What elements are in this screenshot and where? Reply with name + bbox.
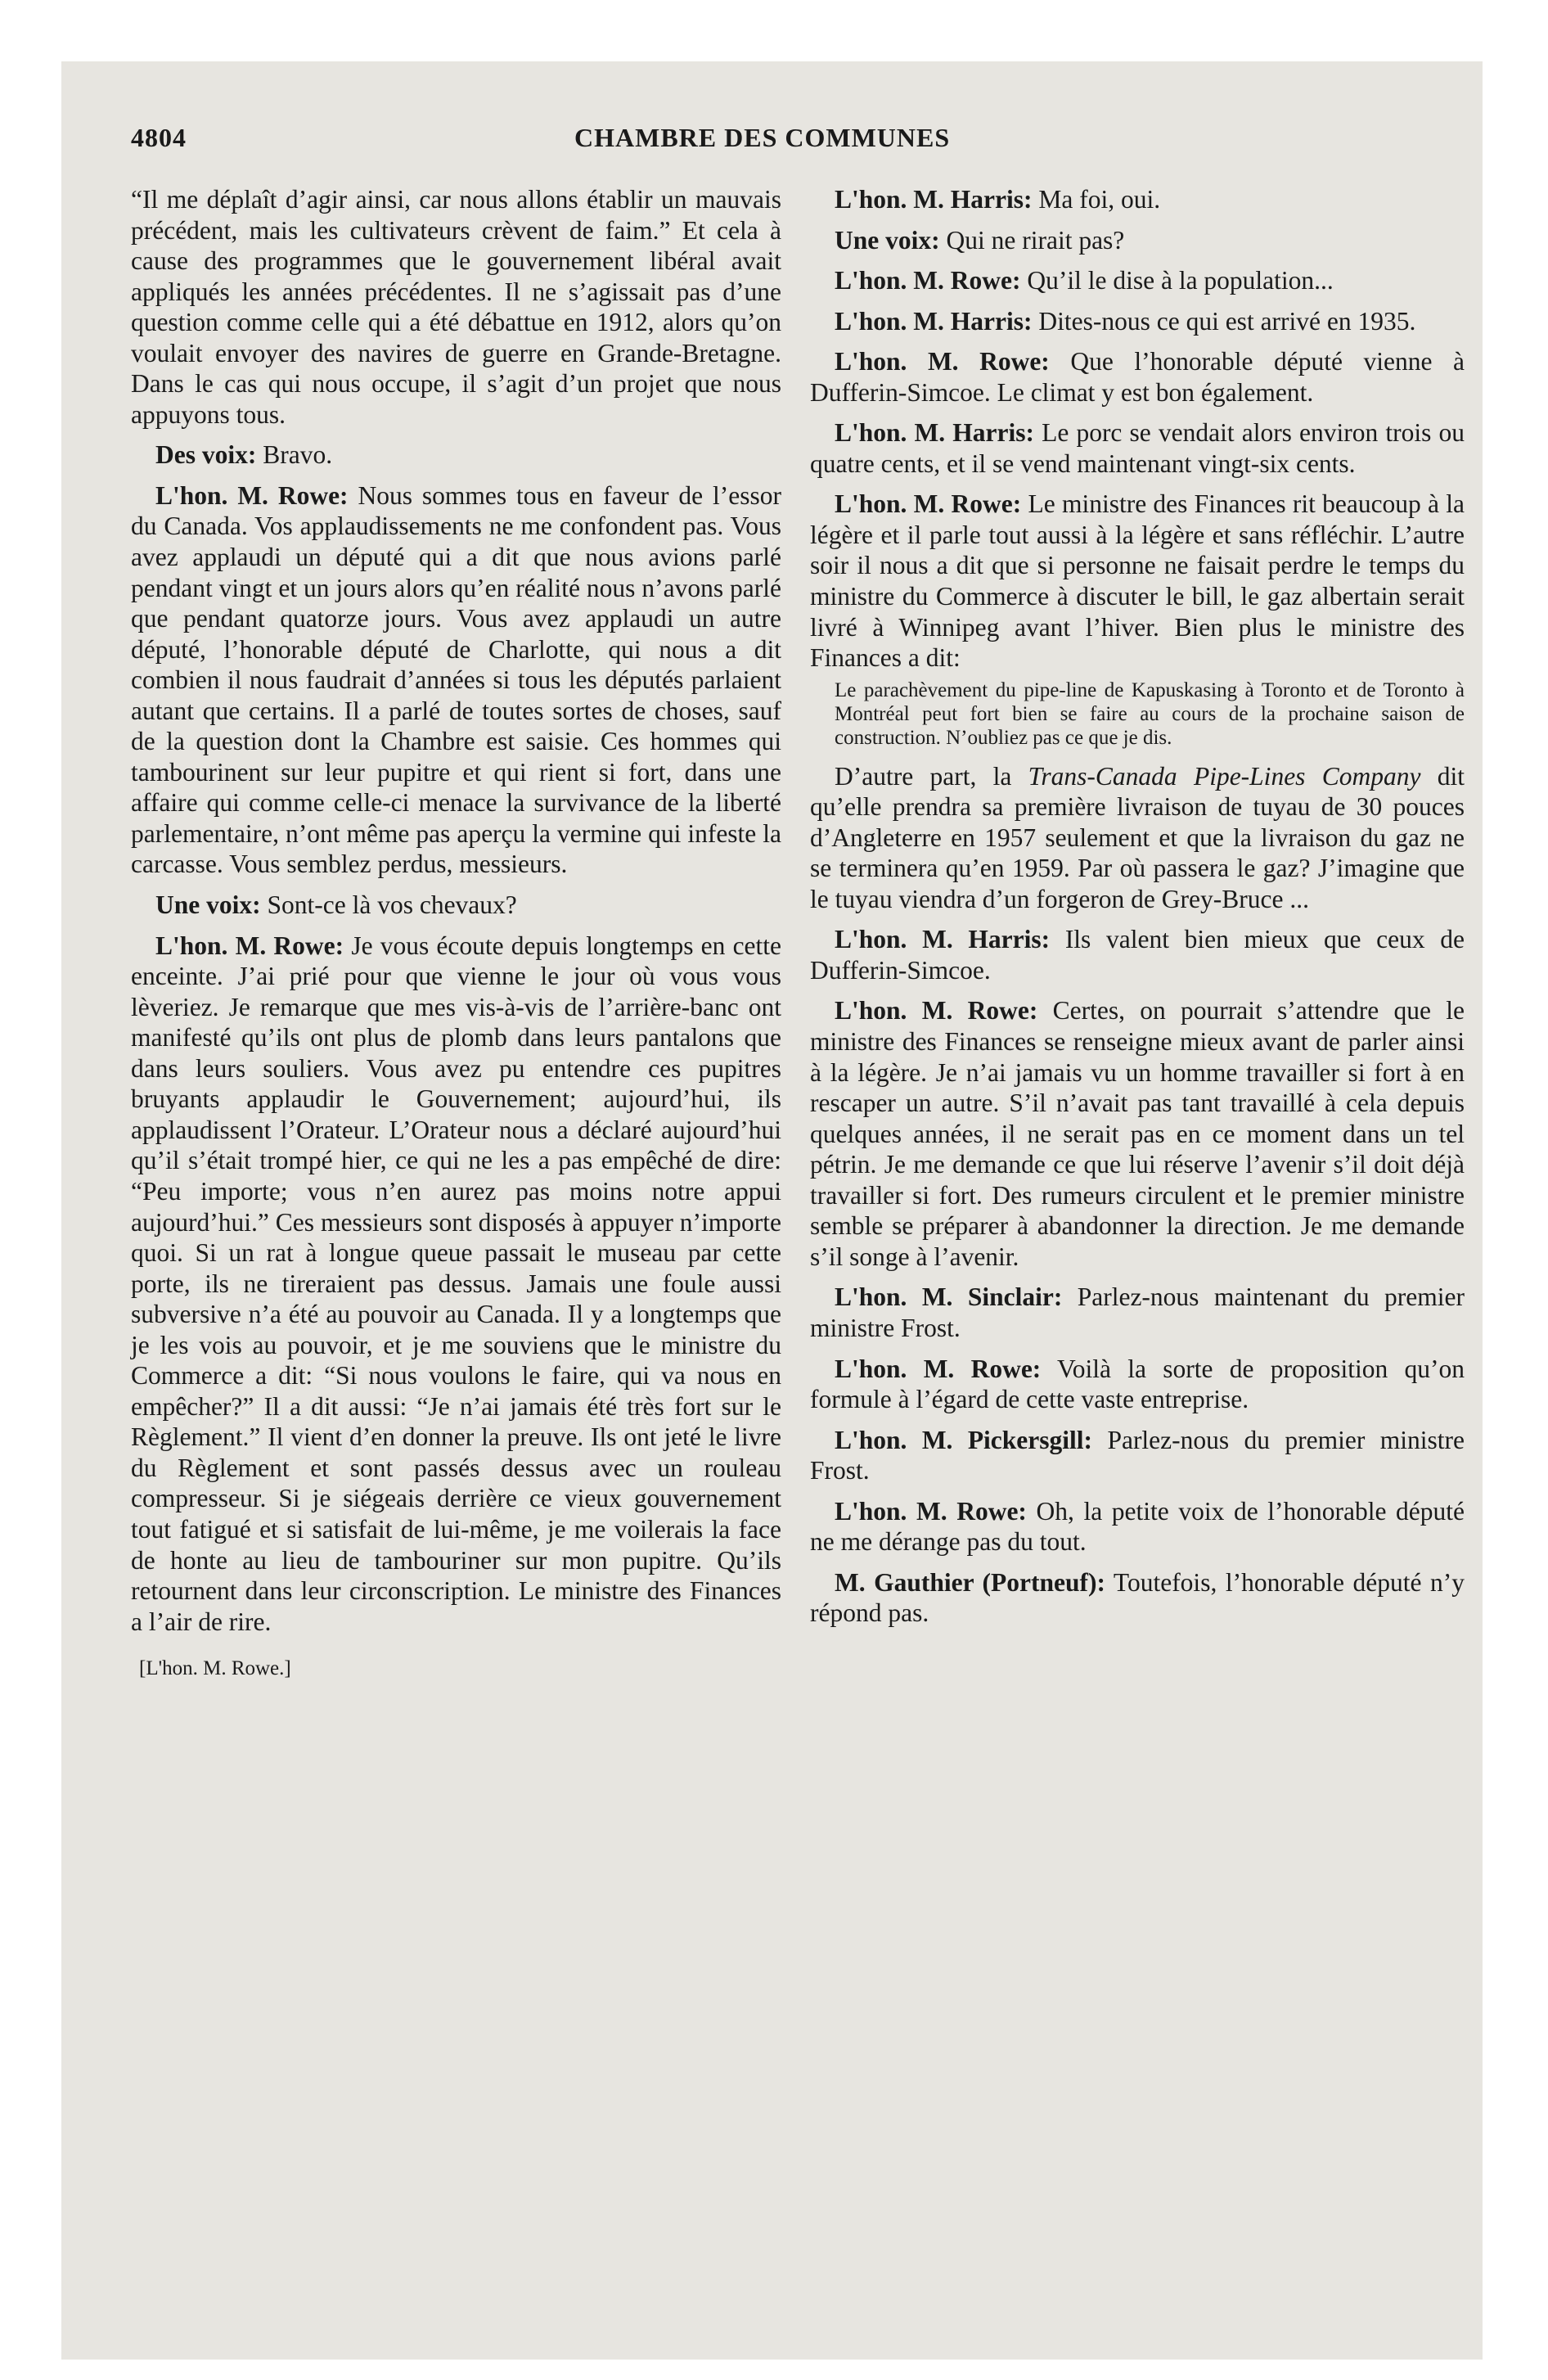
speaker-name: L'hon. M. Harris:	[835, 925, 1051, 954]
speech-text: Bravo.	[263, 440, 333, 470]
speech-text: Parlez-nous du premier ministre Frost.	[810, 1425, 1465, 1485]
speech-paragraph	[810, 265, 1465, 296]
speech-text: Ma foi, oui.	[1038, 185, 1161, 214]
speech-text: Certes, on pourrait s’attendre que le ministre des Finances se renseigne mieux avant de parler ainsi à la légère. Je n’ai jamais vu un homme travailler si fort à en rescaper un autre. S’il n’avait pas tant travaillé à cela depuis quelques années, il ne serait pas en ce moment dans un tel pétrin. Je me demande ce que lui réserve l’avenir s’il doit déjà travailler si fort. Des rumeurs circulent et le premier ministre semble se préparer à abandonner la direction. Je me demande s’il songe à l’avenir.	[810, 996, 1465, 1271]
speech-paragraph	[810, 184, 1465, 215]
speech-paragraph	[810, 225, 1465, 256]
speaker-name: L'hon. M. Rowe:	[835, 266, 1021, 295]
speaker-name: L'hon. M. Rowe:	[155, 480, 349, 510]
speech-paragraph	[810, 1567, 1465, 1629]
speech-text: Qu’il le dise à la population...	[1027, 266, 1334, 295]
speaker-name: L'hon. M. Rowe:	[835, 1496, 1027, 1526]
speaker-name: Une voix:	[155, 890, 261, 920]
left-column	[131, 184, 781, 1684]
speaker-name: M. Gauthier (Portneuf):	[835, 1567, 1105, 1597]
speech-paragraph	[810, 346, 1465, 408]
speech-text: Le ministre des Finances rit beaucoup à la légère et il parle tout aussi à la légère et sans réfléchir. L’autre soir il nous a dit que si personne ne faisait perdre le temps du ministre du Commerce à discuter le bill, le gaz albertain serait livré à Winnipeg avant l’hiver. Bien plus le ministre des Finances a dit:	[810, 489, 1465, 673]
speaker-name: L'hon. M. Harris:	[835, 185, 1033, 214]
speech-text: Sont-ce là vos chevaux?	[267, 890, 517, 920]
speaker-name: Une voix:	[835, 225, 940, 255]
quoted-passage: Le parachèvement du pipe-line de Kapuskasing à Toronto et de Toronto à Montréal peut fort bien se faire au cours de la prochaine saison de construction. N’oubliez pas ce que je dis.	[835, 678, 1465, 749]
speaker-name: L'hon. M. Rowe:	[835, 347, 1050, 376]
speech-paragraph	[810, 489, 1465, 673]
speech-text: Ils valent bien mieux que ceux de Dufferin-Simcoe.	[810, 925, 1465, 985]
speech-text: Parlez-nous maintenant du premier ministre Frost.	[810, 1282, 1465, 1342]
paragraph-text: “Il me déplaît d’agir ainsi, car nous allons établir un mauvais précédent, mais les cultivateurs crèvent de faim.” Et cela à cause des programmes que le gouvernement libéral avait appliqués les années précédentes. Il ne s’agissait pas d’une question comme celle qui a été débattue en 1912, alors qu’on voulait envoyer des navires de guerre en Grande-Bretagne. Dans le cas qui nous occupe, il s’agit d’un projet que nous appuyons tous.	[131, 185, 781, 429]
speaker-name: Des voix:	[155, 440, 257, 470]
speech-paragraph	[131, 931, 781, 1638]
speaker-name: L'hon. M. Harris:	[835, 418, 1034, 448]
speech-paragraph	[131, 439, 781, 471]
speech-paragraph	[131, 480, 781, 880]
page-number: 4804	[131, 123, 187, 152]
speech-paragraph	[810, 924, 1465, 985]
speech-text: Dites-nous ce qui est arrivé en 1935.	[1038, 306, 1416, 336]
speech-paragraph	[810, 417, 1465, 479]
speaker-name: L'hon. M. Harris:	[835, 306, 1033, 336]
speech-text: Que l’honorable député vienne à Dufferin-Simcoe. Le climat y est bon également.	[810, 347, 1465, 407]
speaker-name: L'hon. M. Rowe:	[835, 1354, 1042, 1383]
speaker-name: L'hon. M. Sinclair:	[835, 1282, 1063, 1312]
paragraph-text: dit qu’elle prendra sa première livraison de tuyau de 30 pouces d’Angleterre en 1957 seulement et que la livraison du gaz ne se terminera qu’en 1959. Par où passera le gaz? J’imagine que le tuyau viendra d’un forgeron de Grey-Bruce ...	[810, 761, 1465, 913]
speech-text: Nous sommes tous en faveur de l’essor du Canada. Vos applaudissements ne me confondent pas. Vous avez applaudi un député qui a dit que nous avions parlé pendant vingt et un jours alors qu’en réalité nous n’avons parlé que pendant quatorze jours. Vous avez applaudi un autre député, l’honorable député de Charlotte, qui nous a dit combien il nous faudrait d’années si tous les députés parlaient autant que certains. Il a parlé de toutes sortes de choses, sauf de la question dont la Chambre est saisie. Ces hommes qui tambourinent sur leur pupitre et qui rient si fort, dans une affaire qui comme celle-ci menace la survivance de la liberté parlementaire, n’ont même pas aperçu la vermine qui infeste la carcasse. Vous semblez perdus, messieurs.	[131, 480, 782, 879]
speech-paragraph	[131, 890, 781, 921]
speech-text: Je vous écoute depuis longtemps en cette enceinte. J’ai prié pour que vienne le jour où vous vous lèveriez. Je remarque que mes vis-à-vis de l’arrière-banc ont manifesté qu’ils ont plus de plomb dans leurs pantalons que dans leurs souliers. Vous avez pu entendre ces pupitres bruyants applaudir le Gouvernement; aujourd’hui, ils applaudissent l’Orateur. L’Orateur nous a déclaré aujourd’hui qu’il s’était trompé hier, ce qui ne les a pas empêché de dire: “Peu importe; vous n’en aurez pas moins notre appui aujourd’hui.” Ces messieurs sont disposés à appuyer n’importe quoi. Si un rat à longue queue passait le museau par cette porte, ils ne tireraient pas dessus. Jamais une foule aussi subversive n’a été au pouvoir au Canada. Il y a longtemps que je les vois au pouvoir, et je me souviens que le ministre du Commerce a dit: “Si nous voulons le faire, qui va nous en empêcher?” Il a dit aussi: “Je n’ai jamais été très fort sur le Règlement.” Il vient d’en donner la preuve. Ils ont jeté le livre du Règlement et sont passés dessus avec un rouleau compresseur. Si je siégeais derrière ce vieux gouvernement tout fatigué et si satisfait de lui-même, je me voilerais la face de honte au lieu de tambouriner sur mon pupitre. Qu’ils retournent dans leur circonscription. Le ministre des Finances a l’air de rire.	[131, 931, 782, 1636]
speech-text: Toutefois, l’honorable député n’y répond pas.	[810, 1567, 1465, 1628]
paragraph-text: D’autre part, la	[835, 761, 1028, 791]
speaker-signature: [L'hon. M. Rowe.]	[139, 1657, 291, 1680]
paragraph	[131, 184, 781, 430]
speaker-name: L'hon. M. Rowe:	[835, 489, 1022, 519]
speech-paragraph	[810, 1425, 1465, 1486]
speech-text: Qui ne rirait pas?	[946, 225, 1125, 255]
running-head: CHAMBRE DES COMMUNES	[574, 123, 951, 152]
speaker-name: L'hon. M. Pickersgill:	[835, 1425, 1093, 1454]
speech-text: Voilà la sorte de proposition qu’on formule à l’égard de cette vaste entreprise.	[810, 1354, 1465, 1414]
speaker-name: L'hon. M. Rowe:	[155, 931, 344, 960]
speech-text: Oh, la petite voix de l’honorable député ne me dérange pas du tout.	[810, 1496, 1465, 1557]
speaker-name: L'hon. M. Rowe:	[835, 996, 1038, 1025]
speech-paragraph	[810, 1282, 1465, 1343]
speech-paragraph	[810, 995, 1465, 1272]
speech-text: Le porc se vendait alors environ trois ou quatre cents, et il se vend maintenant vingt-six cents.	[810, 418, 1465, 478]
speech-paragraph	[810, 306, 1465, 337]
company-name: Trans-Canada Pipe-Lines Company	[1028, 761, 1421, 791]
speech-paragraph	[810, 1496, 1465, 1557]
speech-paragraph	[810, 1354, 1465, 1415]
paragraph	[810, 761, 1465, 915]
page-header	[131, 123, 1415, 164]
right-column	[810, 184, 1465, 1629]
